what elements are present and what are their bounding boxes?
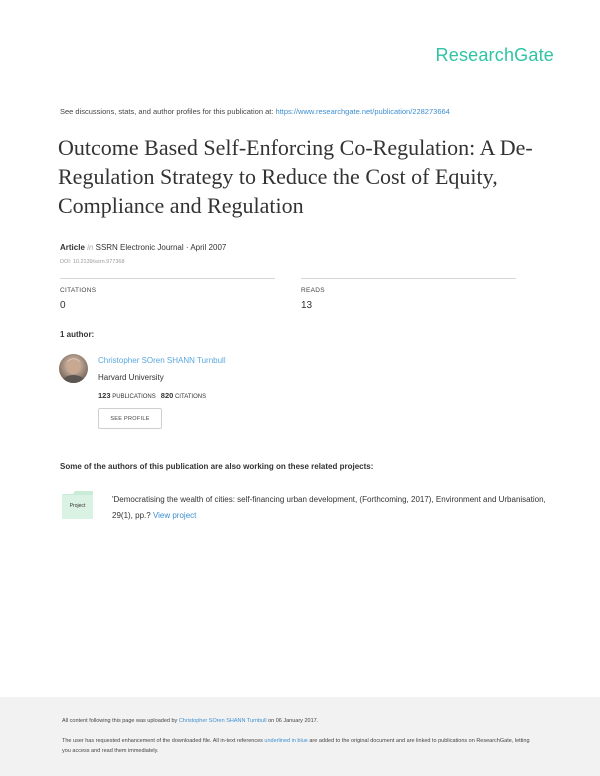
upload-suffix: on 06 January 2017.	[268, 718, 319, 724]
underlined-link[interactable]: underlined in blue	[264, 738, 308, 744]
related-projects-heading: Some of the authors of this publication are also working on these related projects:	[60, 462, 374, 471]
upload-note	[62, 718, 318, 724]
uploader-link[interactable]: Christopher SOren SHANN Turnbull	[178, 718, 267, 724]
doi: DOI: 10.2139/ssrn.977368	[60, 259, 125, 265]
view-project-link[interactable]: View project	[152, 511, 197, 520]
reads-value: 13	[301, 300, 313, 311]
enhancement-text-1: The user has requested enhancement of the downloaded file. All in-text references	[62, 738, 263, 744]
author-avatar[interactable]	[59, 354, 88, 383]
see-profile-button[interactable]: SEE PROFILE	[98, 408, 162, 429]
project-description	[112, 492, 552, 524]
publication-meta	[60, 243, 226, 252]
enhancement-text-2: are added to the original document and are linked to publications on ResearchGate, letting you access and read them immediately.	[62, 738, 530, 754]
authors-heading: 1 author:	[60, 330, 95, 339]
in-label: in	[87, 243, 94, 252]
journal-date: SSRN Electronic Journal · April 2007	[95, 243, 227, 252]
publication-url-link[interactable]: https://www.researchgate.net/publication/228273664	[275, 107, 450, 116]
publication-title: Outcome Based Self-Enforcing Co-Regulation: A De-Regulation Strategy to Reduce the Cost of Equity, Compliance and Regulation	[58, 135, 533, 218]
author-publications-label: PUBLICATIONS	[112, 394, 156, 400]
project-badge: Project	[69, 503, 86, 509]
citations-divider	[60, 278, 275, 279]
reads-divider	[301, 278, 516, 279]
person-photo-icon	[59, 354, 88, 383]
upload-prefix: All content following this page was uploaded by	[62, 718, 178, 724]
publication-type: Article	[60, 243, 85, 252]
author-stats	[98, 391, 206, 400]
reads-label: READS	[301, 287, 325, 294]
author-citations-count: 820	[160, 391, 174, 400]
citations-label: CITATIONS	[60, 287, 97, 294]
discussion-text: See discussions, stats, and author profiles for this publication at:	[60, 107, 274, 116]
researchgate-logo[interactable]: ResearchGate	[435, 45, 554, 65]
discussion-line	[60, 107, 450, 116]
enhancement-note	[62, 737, 532, 756]
author-institution: Harvard University	[98, 373, 164, 382]
project-folder-icon[interactable]	[62, 491, 93, 519]
project-text: 'Democratising the wealth of cities: self-financing urban development, (Forthcoming, 2017), Environment and Urbanisation, 29(1), pp.?	[112, 495, 546, 520]
citations-value: 0	[60, 300, 66, 311]
author-name-link[interactable]: Christopher SOren SHANN Turnbull	[98, 356, 226, 365]
author-publications-count: 123	[98, 391, 111, 400]
author-citations-label: CITATIONS	[174, 394, 207, 400]
